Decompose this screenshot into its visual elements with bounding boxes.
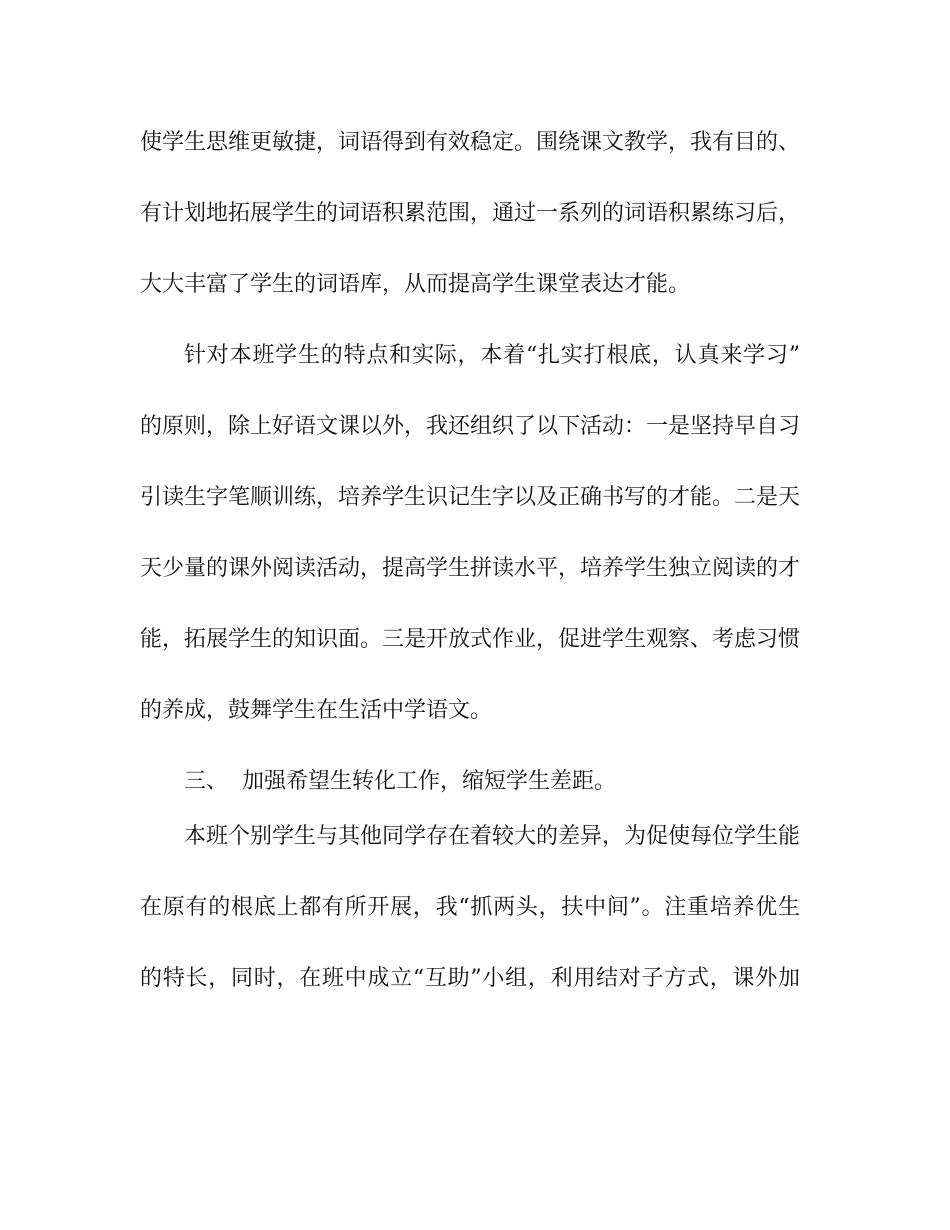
text-line: 在原有的根底上都有所开展，我“抓两头，扶中间”。注重培养优生 bbox=[140, 895, 800, 920]
text-line: 的特长，同时，在班中成立“互助”小组，利用结对子方式，课外加 bbox=[140, 966, 800, 991]
text-line: 针对本班学生的特点和实际，本着“扎实打根底，认真来学习” bbox=[184, 343, 800, 368]
text-line: 有计划地拓展学生的词语积累范围，通过一系列的词语积累练习后， bbox=[140, 201, 801, 226]
text-line: 的原则，除上好语文课以外，我还组织了以下活动：一是坚持早自习 bbox=[140, 414, 801, 439]
text-line: 天少量的课外阅读活动，提高学生拼读水平，培养学生独立阅读的才 bbox=[140, 556, 801, 581]
text-line: 使学生思维更敏捷，词语得到有效稳定。围绕课文教学，我有目的、 bbox=[140, 130, 801, 155]
text-line: 能，拓展学生的知识面。三是开放式作业，促进学生观察、考虑习惯 bbox=[140, 627, 801, 652]
text-line: 本班个别学生与其他同学存在着较大的差异，为促使每位学生能 bbox=[184, 824, 801, 849]
text-line: 大大丰富了学生的词语库，从而提高学生课堂表达才能。 bbox=[140, 272, 691, 297]
text-line: 引读生字笔顺训练，培养学生识记生字以及正确书写的才能。二是天 bbox=[140, 485, 801, 510]
section-heading: 三、 加强希望生转化工作，缩短学生差距。 bbox=[184, 769, 616, 794]
text-line: 的养成，鼓舞学生在生活中学语文。 bbox=[140, 698, 493, 723]
